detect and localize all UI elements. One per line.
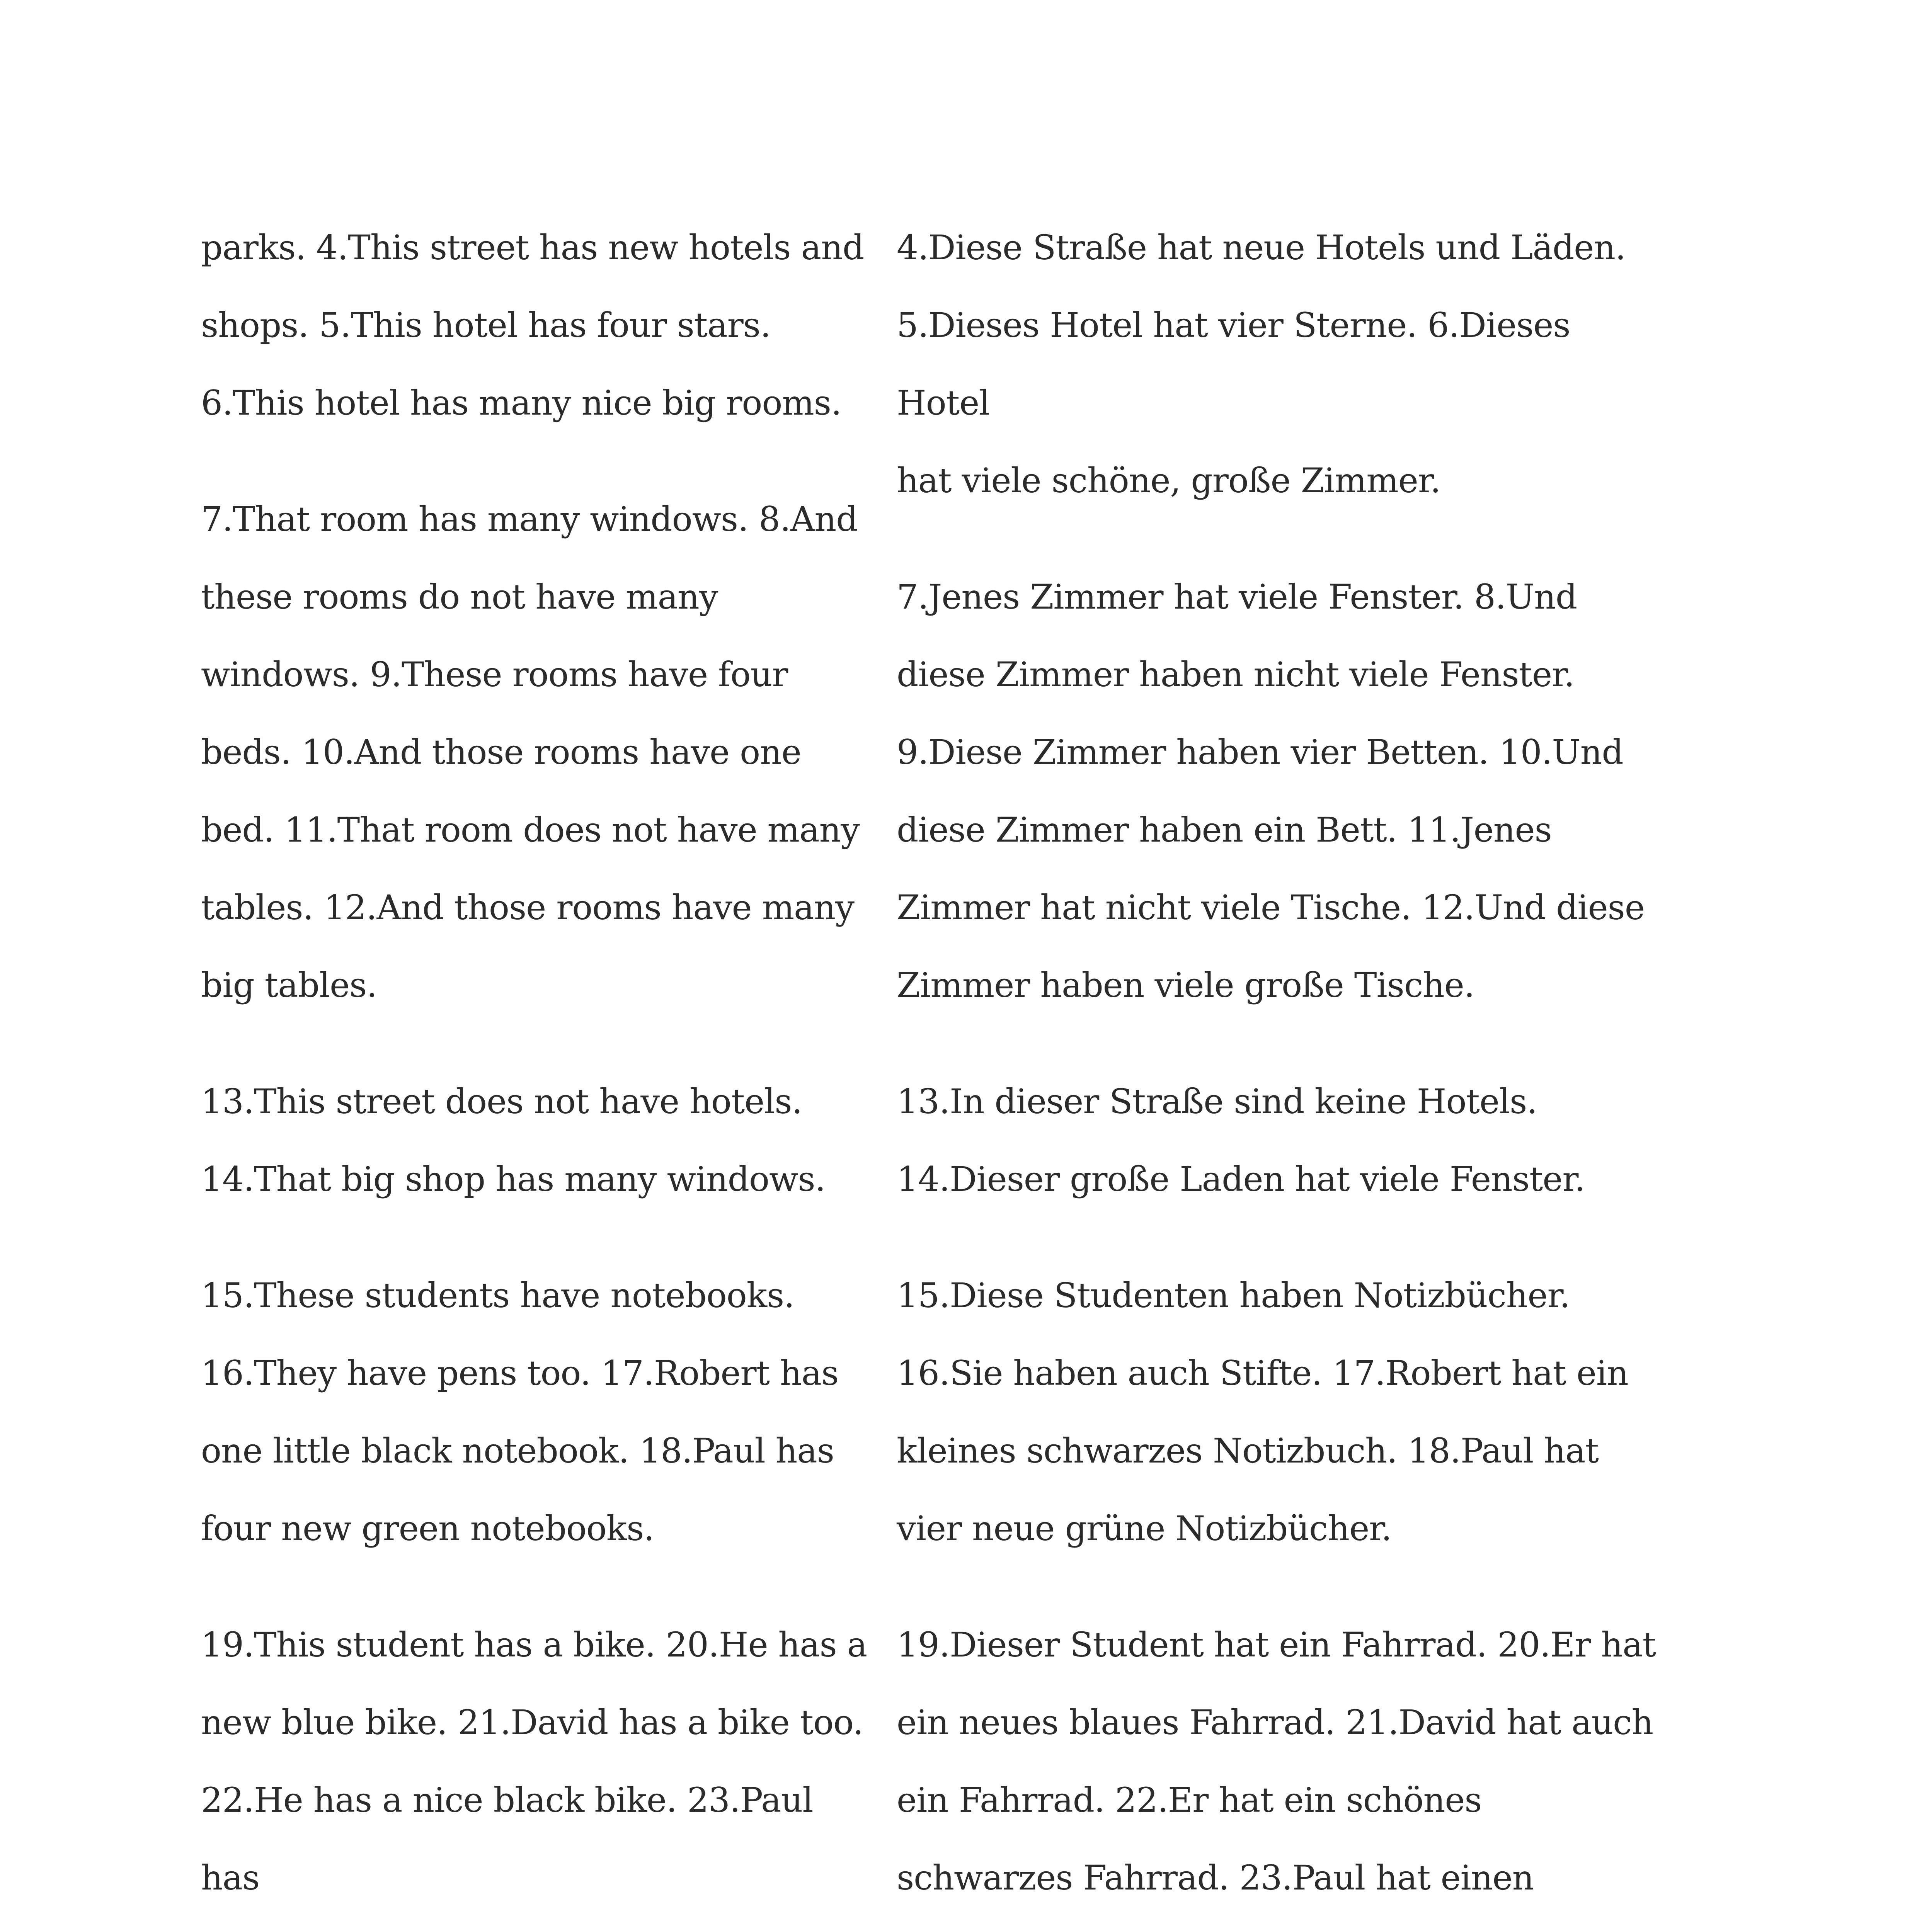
english-paragraph-4: 15.These students have notebooks. 16.They have pens too. 17.Robert has one little black notebook. 18.Paul has four new green notebooks. <box>201 1276 839 1548</box>
english-paragraph-1: parks. 4.This street has new hotels and shops. 5.This hotel has four stars. 6.This hotel has many nice big rooms. <box>201 228 864 423</box>
english-column <box>201 209 881 1932</box>
english-paragraph-3: 13.This street does not have hotels. 14.That big shop has many windows. <box>201 1082 826 1199</box>
german-paragraph-1: 4.Diese Straße hat neue Hotels und Läden. 5.Dieses Hotel hat vier Sterne. 6.Dieses Hotel hat viele schöne, große Zimmer. <box>897 228 1626 500</box>
german-paragraph-4: 15.Diese Studenten haben Notizbücher. 16.Sie haben auch Stifte. 17.Robert hat ein kleines schwarzes Notizbuch. 18.Paul hat vier neue grüne Notizbücher. <box>897 1276 1628 1548</box>
english-paragraph-5: 19.This student has a bike. 20.He has a new blue bike. 21.David has a bike too. 22.He has a nice black bike. 23.Paul has <box>201 1625 867 1898</box>
english-paragraph-2: 7.That room has many windows. 8.And these rooms do not have many windows. 9.These rooms have four beds. 10.And those rooms have one bed. 11.That room does not have many tables. 12.And those rooms have many big tables. <box>201 499 860 1005</box>
german-paragraph-5: 19.Dieser Student hat ein Fahrrad. 20.Er hat ein neues blaues Fahrrad. 21.David hat auch ein Fahrrad. 22.Er hat ein schönes schwarzes Fahrrad. 23.Paul hat einen <box>897 1625 1656 1898</box>
german-paragraph-2: 7.Jenes Zimmer hat viele Fenster. 8.Und diese Zimmer haben nicht viele Fenster. 9.Diese Zimmer haben vier Betten. 10.Und diese Zimmer haben ein Bett. 11.Jenes Zimmer hat nicht viele Tische. 12.Und diese Zimmer haben viele große Tische. <box>897 577 1645 1005</box>
german-column <box>897 209 1662 1932</box>
german-paragraph-3: 13.In dieser Straße sind keine Hotels. 14.Dieser große Laden hat viele Fenster. <box>897 1082 1585 1199</box>
